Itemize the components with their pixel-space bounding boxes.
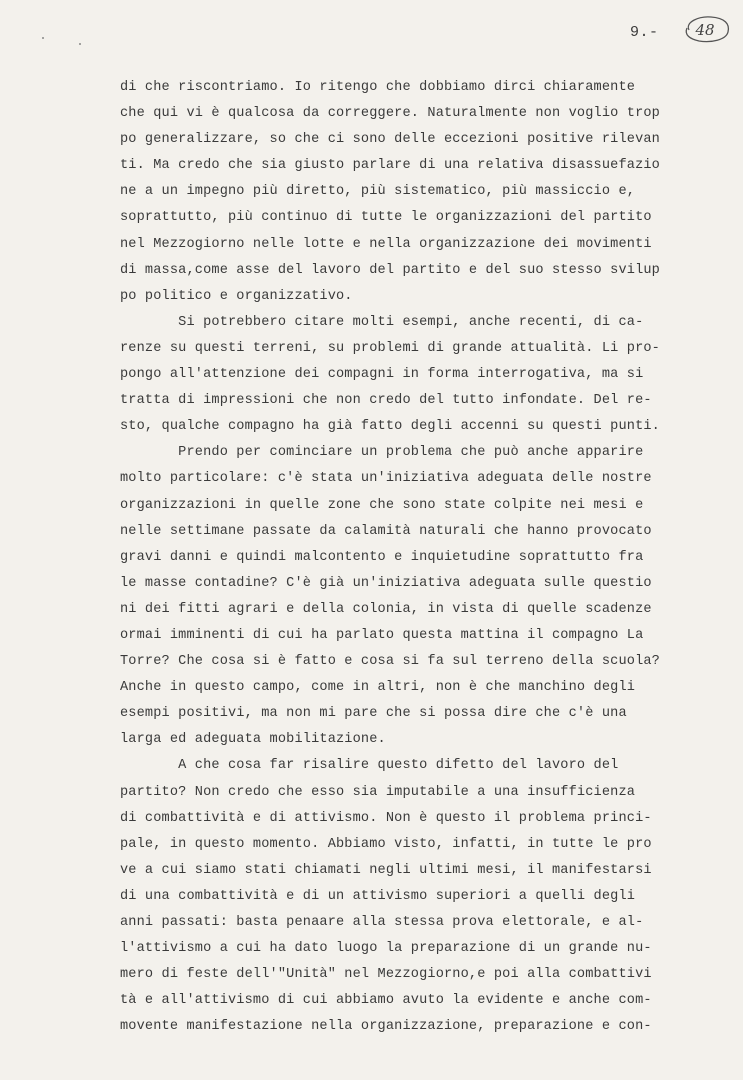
text-line: pongo all'attenzione dei compagni in forma interrogativa, ma si — [120, 367, 644, 383]
text-line: tà e all'attivismo di cui abbiamo avuto la evidente e anche com- — [120, 993, 652, 1009]
text-line: nelle settimane passate da calamità naturali che hanno provocato — [120, 523, 652, 539]
page-number: 9.- — [630, 24, 659, 41]
text-line: A che cosa far risalire questo difetto del lavoro del — [120, 758, 619, 774]
stamp-number: 48 — [695, 21, 715, 39]
text-line: esempi positivi, ma non mi pare che si possa dire che c'è una — [120, 706, 627, 722]
paper-speck — [42, 37, 44, 39]
text-line: sto, qualche compagno ha già fatto degli accenni su questi punti. — [120, 419, 660, 435]
text-line: partito? Non credo che esso sia imputabile a una insufficienza — [120, 784, 636, 800]
text-line: po generalizzare, so che ci sono delle eccezioni positive rilevan — [120, 132, 660, 148]
handwritten-page-stamp — [681, 14, 731, 44]
text-line: molto particolare: c'è stata un'iniziativa adeguata delle nostre — [120, 471, 652, 487]
text-line: Torre? Che cosa si è fatto e cosa si fa sul terreno della scuola? — [120, 654, 660, 670]
text-line: l'attivismo a cui ha dato luogo la preparazione di un grande nu- — [120, 941, 652, 957]
text-line: Prendo per cominciare un problema che può anche apparire — [120, 445, 644, 461]
text-line: gravi danni e quindi malcontento e inquietudine soprattutto fra — [120, 549, 644, 565]
text-line: nel Mezzogiorno nelle lotte e nella organizzazione dei movimenti — [120, 236, 652, 252]
text-line: renze su questi terreni, su problemi di grande attualità. Li pro- — [120, 340, 660, 356]
text-line: di combattività e di attivismo. Non è questo il problema princi- — [120, 810, 652, 826]
text-line: mero di feste dell'"Unità" nel Mezzogiorno,e poi alla combattivi — [120, 967, 652, 983]
text-line: larga ed adeguata mobilitazione. — [120, 732, 386, 748]
text-line: movente manifestazione nella organizzazione, preparazione e con- — [120, 1019, 652, 1035]
text-line: le masse contadine? C'è già un'iniziativa adeguata sulle questio — [120, 575, 652, 591]
text-line: Anche in questo campo, come in altri, non è che manchino degli — [120, 680, 636, 696]
text-line: organizzazioni in quelle zone che sono state colpite nei mesi e — [120, 497, 644, 513]
text-line: che qui vi è qualcosa da correggere. Naturalmente non voglio trop — [120, 106, 660, 122]
text-line: ormai imminenti di cui ha parlato questa mattina il compagno La — [120, 627, 644, 643]
text-line: pale, in questo momento. Abbiamo visto, infatti, in tutte le pro — [120, 836, 652, 852]
text-line: di che riscontriamo. Io ritengo che dobbiamo dirci chiaramente — [120, 80, 636, 95]
text-line: di una combattività e di un attivismo superiori a quelli degli — [120, 888, 636, 904]
text-line: ni dei fitti agrari e della colonia, in vista di quelle scadenze — [120, 601, 652, 617]
document-body-text — [120, 75, 695, 1040]
text-line: ve a cui siamo stati chiamati negli ultimi mesi, il manifestarsi — [120, 862, 652, 878]
text-line: ne a un impegno più diretto, più sistematico, più massiccio e, — [120, 184, 636, 200]
text-line: tratta di impressioni che non credo del tutto infondate. Del re- — [120, 393, 652, 409]
text-line: anni passati: basta penaare alla stessa prova elettorale, e al- — [120, 915, 644, 930]
text-line: soprattutto, più continuo di tutte le organizzazioni del partito — [120, 210, 652, 226]
text-line: ti. Ma credo che sia giusto parlare di una relativa disassuefazio — [120, 158, 660, 174]
text-line: Si potrebbero citare molti esempi, anche recenti, di ca- — [120, 314, 644, 330]
text-line: po politico e organizzativo. — [120, 288, 353, 304]
paper-speck — [79, 43, 81, 45]
text-line: di massa,come asse del lavoro del partito e del suo stesso svilup — [120, 262, 660, 278]
